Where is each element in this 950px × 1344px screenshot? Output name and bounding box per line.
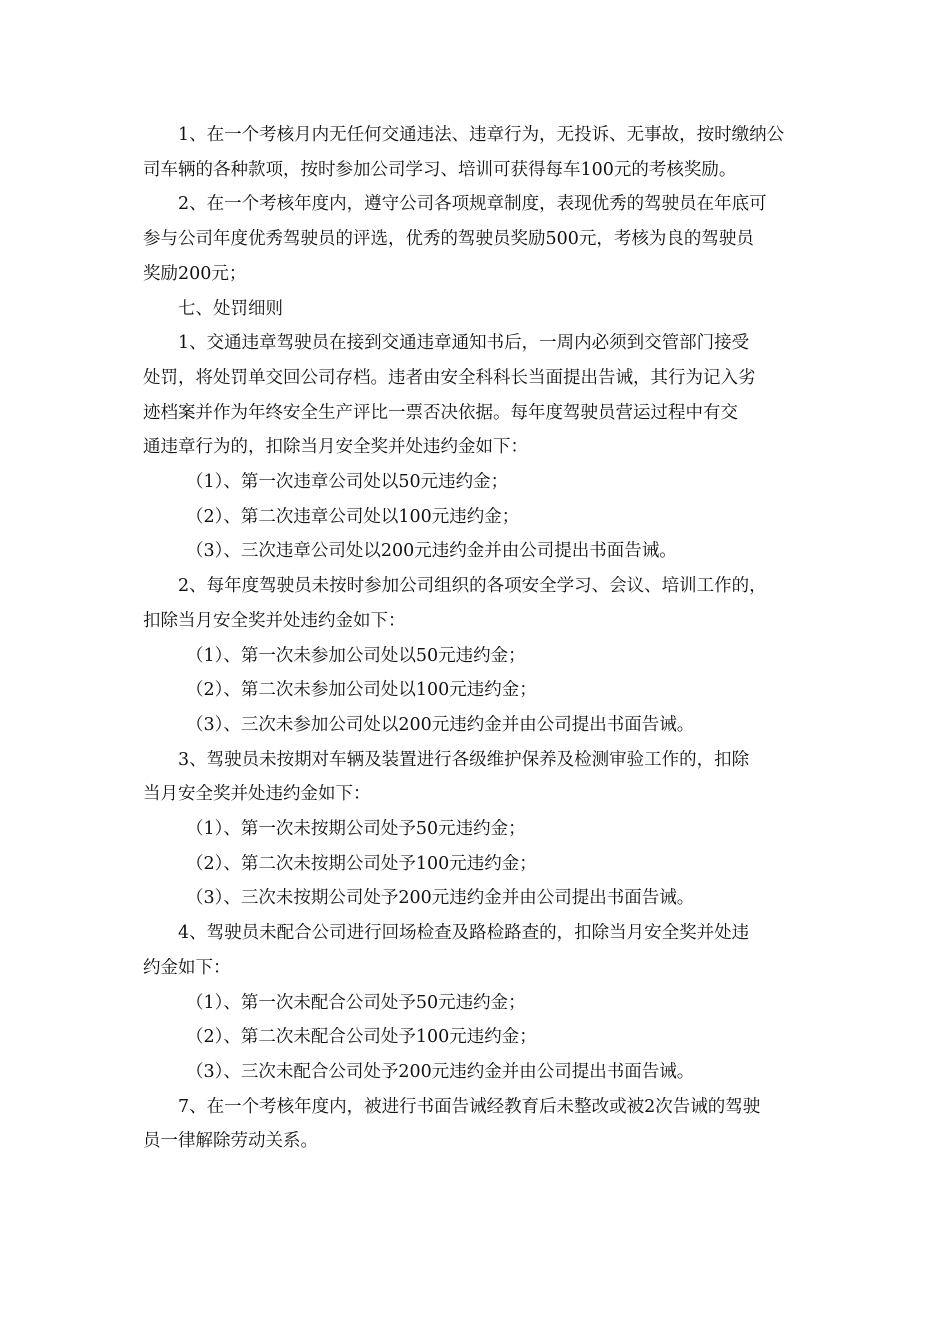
penalty-4-line-1: 4、驾驶员未配合公司进行回场检查及路检路查的，扣除当月安全奖并处违 — [178, 923, 750, 944]
penalty-2-item-3: （3）、三次未参加公司处以200元违约金并由公司提出书面告诫。 — [186, 714, 695, 735]
reward-2-line-2: 参与公司年度优秀驾驶员的评选，优秀的驾驶员奖励500元，考核为良的驾驶员 — [143, 229, 754, 250]
penalty-4-line-2: 约金如下： — [143, 957, 231, 978]
section-heading-penalties: 七、处罚细则 — [178, 298, 283, 319]
penalty-7-line-2: 员一律解除劳动关系。 — [143, 1131, 318, 1152]
penalty-3-line-2: 当月安全奖并处违约金如下： — [143, 784, 371, 805]
document-body — [143, 118, 808, 1159]
reward-1-line-1: 1、在一个考核月内无任何交通违法、违章行为，无投诉、无事故，按时缴纳公 — [178, 125, 785, 145]
penalty-1-item-3: （3）、三次违章公司处以200元违约金并由公司提出书面告诫。 — [186, 541, 677, 562]
penalty-3-item-1: （1）、第一次未按期公司处予50元违约金； — [186, 819, 526, 840]
penalty-2-line-2: 扣除当月安全奖并处违约金如下： — [143, 610, 406, 631]
penalty-1-line-2: 处罚，将处罚单交回公司存档。违者由安全科科长当面提出告诫，其行为记入劣 — [143, 367, 756, 388]
penalty-4-item-1: （1）、第一次未配合公司处予50元违约金； — [186, 992, 526, 1013]
penalty-3-item-2: （2）、第二次未按期公司处予100元违约金； — [186, 853, 537, 874]
penalty-1-line-4: 通违章行为的，扣除当月安全奖并处违约金如下： — [143, 437, 528, 458]
penalty-2-item-2: （2）、第二次未参加公司处以100元违约金； — [186, 680, 537, 701]
reward-2-line-3: 奖励200元； — [143, 263, 247, 284]
penalty-3-line-1: 3、驾驶员未按期对车辆及装置进行各级维护保养及检测审验工作的，扣除 — [178, 749, 750, 770]
penalty-1-line-1: 1、交通违章驾驶员在接到交通违章通知书后，一周内必须到交管部门接受 — [178, 333, 750, 354]
penalty-2-item-1: （1）、第一次未参加公司处以50元违约金； — [186, 645, 526, 666]
reward-2-line-1: 2、在一个考核年度内，遵守公司各项规章制度，表现优秀的驾驶员在年底可 — [178, 194, 767, 215]
penalty-2-line-1: 2、每年度驾驶员未按时参加公司组织的各项安全学习、会议、培训工作的， — [178, 576, 767, 597]
penalty-1-item-2: （2）、第二次违章公司处以100元违约金； — [186, 506, 520, 527]
reward-1-line-2: 司车辆的各种款项，按时参加公司学习、培训可获得每车100元的考核奖励。 — [143, 159, 737, 180]
penalty-3-item-3: （3）、三次未按期公司处予200元违约金并由公司提出书面告诫。 — [186, 888, 695, 909]
penalty-7-line-1: 7、在一个考核年度内，被进行书面告诫经教育后未整改或被2次告诫的驾驶 — [178, 1096, 761, 1117]
penalty-1-line-3: 迹档案并作为年终安全生产评比一票否决依据。每年度驾驶员营运过程中有交 — [143, 402, 738, 423]
penalty-4-item-3: （3）、三次未配合公司处予200元违约金并由公司提出书面告诫。 — [186, 1061, 695, 1082]
penalty-4-item-2: （2）、第二次未配合公司处予100元违约金； — [186, 1027, 537, 1048]
penalty-1-item-1: （1）、第一次违章公司处以50元违约金； — [186, 472, 509, 493]
